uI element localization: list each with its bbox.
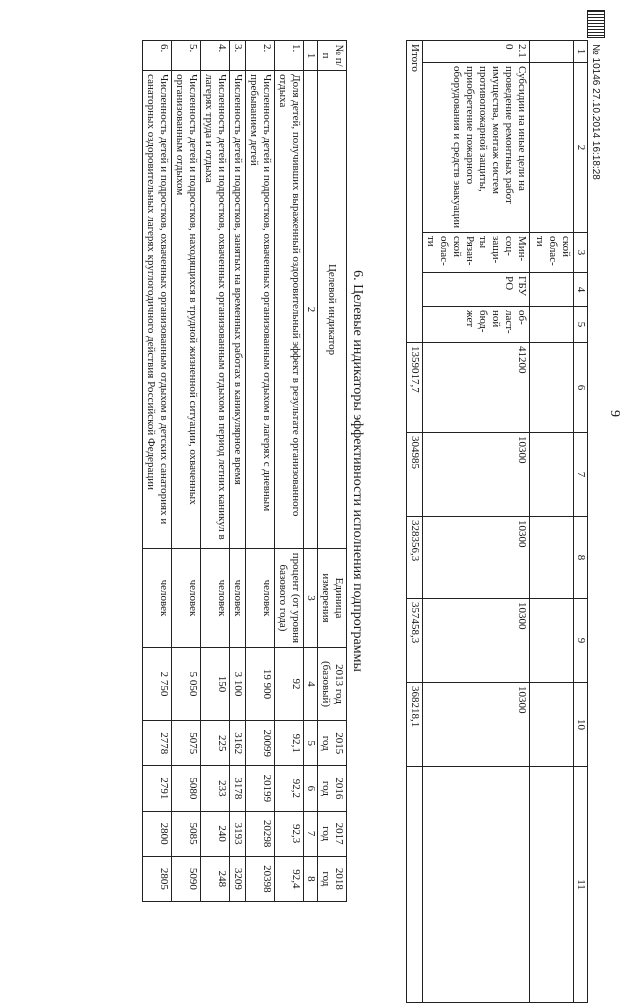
indicator-unit: человек [246, 548, 275, 647]
value-2017: 92,3 [275, 811, 304, 856]
recipient: ГБУ РО [423, 273, 530, 307]
header-2016: 2016 год [318, 766, 347, 811]
total-all: 1359017,7 [407, 343, 423, 433]
header-row [318, 41, 347, 902]
header-indicator: Целевой индикатор [318, 71, 347, 549]
colnum: 4 [304, 647, 318, 720]
amount-2017: 10300 [423, 599, 530, 683]
cell [407, 767, 423, 1003]
value-2015: 92,1 [275, 721, 304, 766]
cell [530, 307, 574, 343]
amount-total: 41200 [423, 343, 530, 433]
column-numbers-row [574, 41, 588, 1003]
header-unit: Единица измерения [318, 548, 347, 647]
colnum: 3 [574, 233, 588, 273]
colnum: 5 [574, 307, 588, 343]
table-row [143, 41, 172, 902]
value-2016: 20199 [246, 766, 275, 811]
amount-2016: 10300 [423, 517, 530, 599]
cell [530, 63, 574, 233]
table-row [230, 41, 246, 902]
indicator-name: Доля детей, получивших выраженный оздоровительный эффект в результате организованного отдыха [275, 71, 304, 549]
row-number: 2.1 0 [423, 41, 530, 63]
value-2016: 3178 [230, 766, 246, 811]
column-numbers-row [304, 41, 318, 902]
total-2015: 304985 [407, 433, 423, 517]
value-2018: 3209 [230, 856, 246, 901]
registration-stamp [587, 10, 605, 180]
cell-executor-carry: ской облас-ти [530, 233, 574, 273]
page-number: 9 [607, 410, 622, 417]
colnum: 7 [574, 433, 588, 517]
table-row [423, 41, 530, 1003]
indicator-name: Численность детей и подростков, охваченных организованным отдыхом в детских санаториях и санаторных оздоровительных лагерях круглогодичного действия Российской Федерации [143, 71, 172, 549]
total-row [407, 41, 423, 1003]
indicator-number: 3. [230, 41, 246, 71]
cell [530, 599, 574, 683]
colnum: 6 [574, 343, 588, 433]
colnum: 1 [304, 41, 318, 71]
value-2016: 92,2 [275, 766, 304, 811]
value-2013: 5 050 [172, 647, 201, 720]
indicator-unit: человек [143, 548, 172, 647]
indicator-name: Численность детей и подростков, занятых на временных работах в каникулярное время [230, 71, 246, 549]
indicator-number: 1. [275, 41, 304, 71]
section-title: 6. Целевые индикаторы эффективности исполнения подпрограммы [350, 270, 365, 672]
cell [530, 41, 574, 63]
amount-2015: 10300 [423, 433, 530, 517]
value-2013: 19 900 [246, 647, 275, 720]
total-label: Итого [407, 41, 423, 343]
cell [530, 767, 574, 1003]
value-2018: 92,4 [275, 856, 304, 901]
header-2013: 2013 год (базовый) [318, 647, 347, 720]
value-2018: 20398 [246, 856, 275, 901]
value-2013: 2 750 [143, 647, 172, 720]
indicator-name: Численность детей и подростков, охваченных организованным отдыхом в лагерях с дневным пребыванием детей [246, 71, 275, 549]
value-2018: 2805 [143, 856, 172, 901]
indicator-name: Численность детей и подростков, находящихся в трудной жизненной ситуации, охваченных организованным отдыхом [172, 71, 201, 549]
table-row [172, 41, 201, 902]
total-2017: 357458,3 [407, 599, 423, 683]
barcode-icon [587, 10, 605, 38]
indicators-table [142, 40, 347, 902]
result [423, 767, 530, 1003]
funding-table [406, 40, 588, 1003]
colnum: 2 [304, 71, 318, 549]
funding-source: об-ласт-ной бюд-жет [423, 307, 530, 343]
table-row [275, 41, 304, 902]
value-2015: 2778 [143, 721, 172, 766]
header-num: № п/п [318, 41, 347, 71]
colnum: 10 [574, 683, 588, 767]
colnum: 7 [304, 811, 318, 856]
value-2016: 233 [201, 766, 230, 811]
indicator-name: Численность детей и подростков, охваченных организованным отдыхом в период летних каникул в лагерях труда и отдыха [201, 71, 230, 549]
colnum: 6 [304, 766, 318, 811]
colnum: 1 [574, 41, 588, 63]
cell [530, 517, 574, 599]
value-2013: 150 [201, 647, 230, 720]
value-2015: 5075 [172, 721, 201, 766]
value-2016: 2791 [143, 766, 172, 811]
value-2015: 225 [201, 721, 230, 766]
colnum: 8 [574, 517, 588, 599]
carry-over-row [530, 41, 574, 1003]
cell [530, 343, 574, 433]
colnum: 2 [574, 63, 588, 233]
indicator-unit: человек [201, 548, 230, 647]
header-2017: 2017 год [318, 811, 347, 856]
cell [530, 683, 574, 767]
header-2015: 2015 год [318, 721, 347, 766]
value-2018: 248 [201, 856, 230, 901]
value-2017: 20298 [246, 811, 275, 856]
colnum: 3 [304, 548, 318, 647]
value-2018: 5090 [172, 856, 201, 901]
indicator-number: 4. [201, 41, 230, 71]
indicator-unit: человек [230, 548, 246, 647]
total-2016: 328356,3 [407, 517, 423, 599]
colnum: 11 [574, 767, 588, 1003]
stamp-text: № 10146 27.10.2014 16:18:28 [590, 44, 602, 180]
executor: Мин-соц-защи-ты Рязан-ской облас-ти [423, 233, 530, 273]
indicator-unit: процент (от уровня базового года) [275, 548, 304, 647]
value-2015: 3162 [230, 721, 246, 766]
cell [530, 273, 574, 307]
colnum: 4 [574, 273, 588, 307]
colnum: 5 [304, 721, 318, 766]
cell [530, 433, 574, 517]
measure-name: Субсидии на иные цели на проведение ремонтных работ имущества, монтаж систем противопожарной защиты, приобретение пожарного оборудования и средств эвакуации [423, 63, 530, 233]
total-2018: 368218,1 [407, 683, 423, 767]
indicator-number: 2. [246, 41, 275, 71]
table-row [201, 41, 230, 902]
indicator-number: 6. [143, 41, 172, 71]
value-2013: 92 [275, 647, 304, 720]
colnum: 9 [574, 599, 588, 683]
value-2013: 3 100 [230, 647, 246, 720]
value-2017: 3193 [230, 811, 246, 856]
indicator-unit: человек [172, 548, 201, 647]
value-2015: 20099 [246, 721, 275, 766]
value-2017: 5085 [172, 811, 201, 856]
indicator-number: 5. [172, 41, 201, 71]
value-2017: 240 [201, 811, 230, 856]
value-2016: 5080 [172, 766, 201, 811]
amount-2018: 10300 [423, 683, 530, 767]
table-row [246, 41, 275, 902]
colnum: 8 [304, 856, 318, 901]
value-2017: 2800 [143, 811, 172, 856]
header-2018: 2018 год [318, 856, 347, 901]
